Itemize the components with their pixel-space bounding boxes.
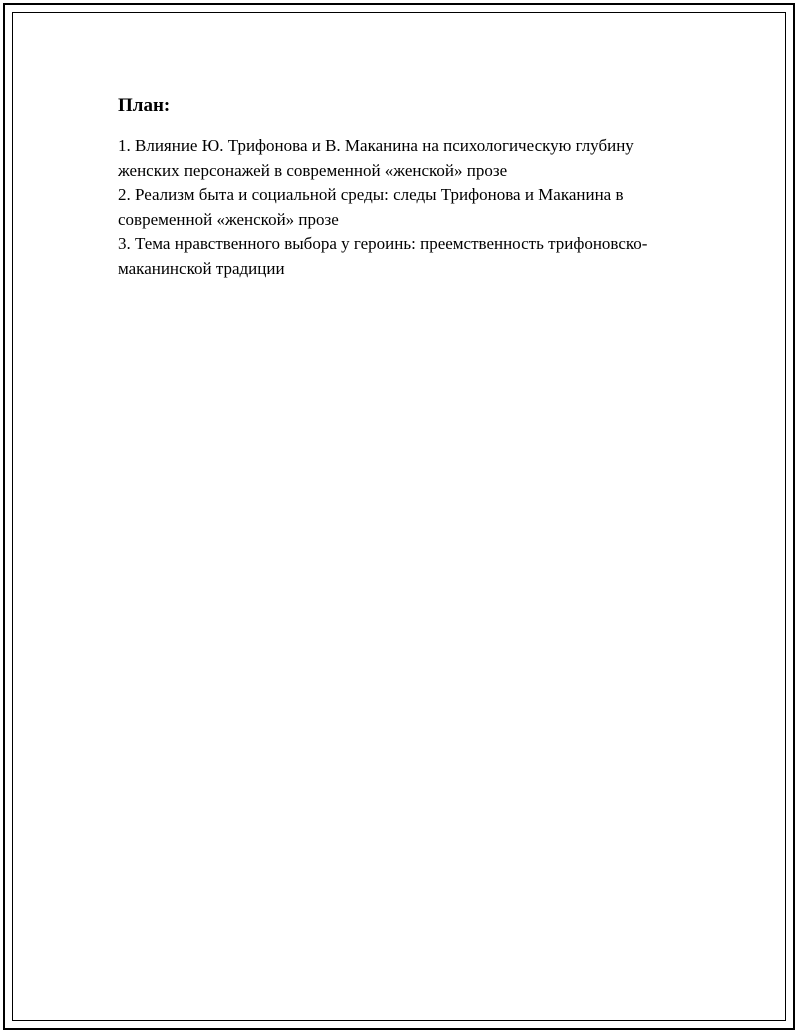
- plan-item-3: 3. Тема нравственного выбора у героинь: преемственность трифоновско-маканинской традиции: [118, 234, 648, 278]
- plan-item-2: 2. Реализм быта и социальной среды: следы Трифонова и Маканина в современной «женской» прозе: [118, 185, 624, 229]
- page-title: План:: [118, 95, 171, 116]
- plan-list: [118, 134, 698, 281]
- plan-item-1: 1. Влияние Ю. Трифонова и В. Маканина на психологическую глубину женских персонажей в современной «женской» прозе: [118, 136, 634, 180]
- document-body: [118, 95, 698, 281]
